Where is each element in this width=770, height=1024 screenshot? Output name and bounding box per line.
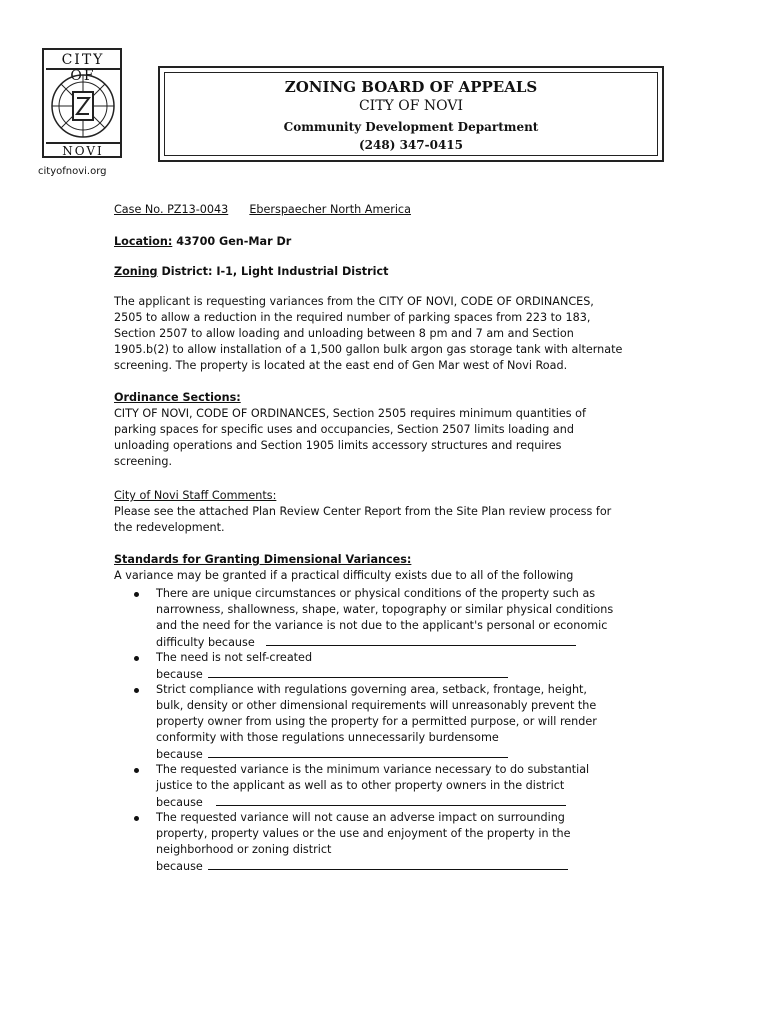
staff-line: the redevelopment. (114, 521, 225, 534)
standard-line: narrowness, shallowness, shape, water, topography or similar physical conditions (156, 603, 614, 616)
seal-bottom-text: NOVI (46, 142, 120, 158)
ordinance-line: parking spaces for specific uses and occupancies, Section 2507 limits loading and (114, 423, 574, 436)
standards-intro: A variance may be granted if a practical difficulty exists due to all of the following (114, 569, 574, 582)
seal-frame (42, 48, 122, 158)
header-city: CITY OF NOVI (358, 98, 464, 114)
answer-blank[interactable] (266, 634, 576, 646)
answer-blank[interactable] (208, 858, 568, 870)
header-title: ZONING BOARD OF APPEALS (284, 78, 538, 96)
standard-item (156, 586, 656, 651)
standards-section (114, 552, 654, 584)
request-line: screening. The property is located at the east end of Gen Mar west of Novi Road. (114, 359, 568, 372)
standard-item (156, 810, 656, 875)
request-line: Section 2507 to allow loading and unloading between 8 pm and 7 am and Section (114, 327, 574, 340)
standard-because-line (156, 858, 656, 875)
standard-line: because (156, 668, 203, 681)
bullet-icon (134, 688, 139, 693)
standard-because-line (156, 794, 656, 811)
zoning-value: District: I-1, Light Industrial District (161, 265, 389, 278)
location-label: Location: (114, 235, 173, 248)
standard-line: The requested variance is the minimum variance necessary to do substantial (156, 763, 590, 776)
ordinance-line: unloading operations and Section 1905 limits accessory structures and requires (114, 439, 562, 452)
seal-top-text: CITY OF (46, 52, 120, 70)
request-paragraph (114, 294, 654, 374)
standard-line: property, property values or the use and enjoyment of the property in the (156, 827, 571, 840)
standard-item (156, 650, 656, 683)
document-header (158, 66, 664, 162)
standard-item (156, 762, 656, 811)
case-number: Case No. PZ13-0043 (114, 203, 229, 216)
standards-heading: Standards for Granting Dimensional Variances: (114, 553, 412, 566)
location-value: 43700 Gen-Mar Dr (176, 235, 292, 248)
header-department: Community Development Department (283, 120, 539, 134)
case-line (114, 202, 654, 218)
standard-line: difficulty because (156, 636, 255, 649)
request-line: 2505 to allow a reduction in the required number of parking spaces from 223 to 183, (114, 311, 591, 324)
staff-heading: City of Novi Staff Comments: (114, 489, 277, 502)
zoning-label: Zoning (114, 265, 158, 278)
standard-line: The need is not self-created (156, 651, 313, 664)
city-seal (42, 48, 126, 164)
ordinance-section (114, 390, 654, 470)
standard-because-line (156, 746, 656, 763)
answer-blank[interactable] (208, 666, 508, 678)
answer-blank[interactable] (216, 794, 566, 806)
staff-comments-section (114, 488, 654, 536)
standard-line: bulk, density or other dimensional requirements will unreasonably prevent the (156, 699, 597, 712)
request-line: The applicant is requesting variances from the CITY OF NOVI, CODE OF ORDINANCES, (114, 295, 594, 308)
bullet-icon (134, 656, 139, 661)
standard-line: There are unique circumstances or physical conditions of the property such as (156, 587, 596, 600)
standard-line: The requested variance will not cause an adverse impact on surrounding (156, 811, 565, 824)
seal-emblem-icon (50, 72, 116, 140)
case-name: Eberspaecher North America (249, 203, 411, 216)
standard-line: property owner from using the property for a permitted purpose, or will render (156, 715, 597, 728)
ordinance-heading: Ordinance Sections: (114, 391, 241, 404)
seal-url: cityofnovi.org (38, 166, 107, 177)
staff-line: Please see the attached Plan Review Center Report from the Site Plan review process for (114, 505, 612, 518)
standard-item (156, 682, 656, 763)
standard-line: conformity with those regulations unnecessarily burdensome (156, 731, 499, 744)
standard-line: and the need for the variance is not due to the applicant's personal or economic (156, 619, 608, 632)
bullet-icon (134, 816, 139, 821)
zoning-line (114, 264, 654, 280)
bullet-icon (134, 768, 139, 773)
header-phone: (248) 347-0415 (358, 138, 463, 152)
location-line (114, 234, 654, 250)
standard-line: Strict compliance with regulations governing area, setback, frontage, height, (156, 683, 587, 696)
standard-line: because (156, 860, 203, 873)
answer-blank[interactable] (208, 746, 508, 758)
standard-line: because (156, 748, 203, 761)
standard-line: justice to the applicant as well as to other property owners in the district (156, 779, 565, 792)
ordinance-line: screening. (114, 455, 173, 468)
standard-because-line (156, 634, 656, 651)
standard-line: neighborhood or zoning district (156, 843, 332, 856)
standard-because-line (156, 666, 656, 683)
ordinance-line: CITY OF NOVI, CODE OF ORDINANCES, Section 2505 requires minimum quantities of (114, 407, 586, 420)
standard-line: because (156, 796, 203, 809)
bullet-icon (134, 592, 139, 597)
request-line: 1905.b(2) to allow installation of a 1,500 gallon bulk argon gas storage tank with alternate (114, 343, 623, 356)
